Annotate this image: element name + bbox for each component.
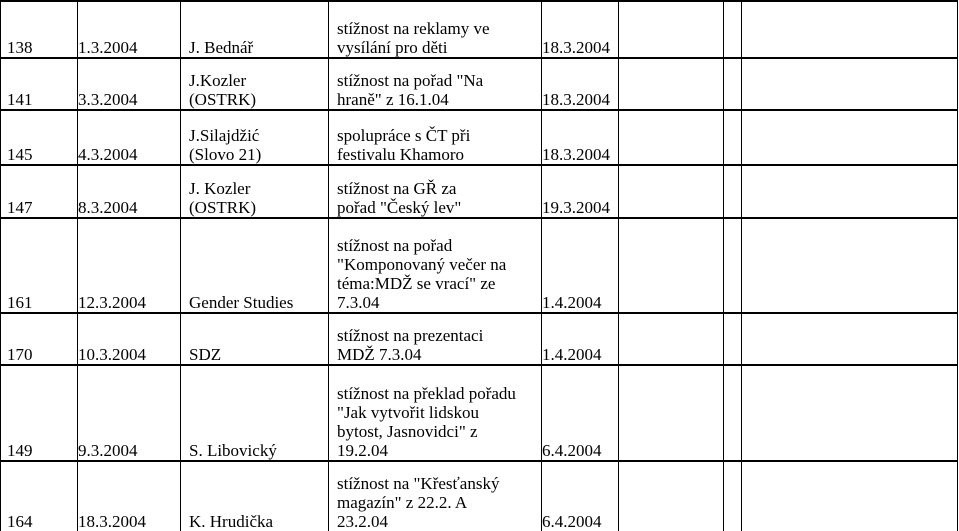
empty-cell <box>724 313 742 365</box>
table-row <box>1 218 958 313</box>
subject-line: magazín" z 22.2. A <box>337 493 468 512</box>
table-body <box>1 1 958 531</box>
sender <box>181 110 329 165</box>
empty-cell <box>619 365 724 461</box>
received-date-text: 8.3.2004 <box>78 198 138 217</box>
table-row <box>1 461 958 531</box>
table-row <box>1 313 958 365</box>
subject-line: téma:MDŽ se vrací" ze <box>337 274 496 293</box>
sender-line: (OSTRK) <box>189 90 257 109</box>
subject-line: spolupráce s ČT při <box>337 126 471 145</box>
subject <box>329 58 542 110</box>
received-date <box>78 58 181 110</box>
subject-line: "Jak vytvořit lidskou <box>337 403 479 422</box>
resolved-date <box>542 365 619 461</box>
subject-line: stížnost na pořad <box>337 236 453 255</box>
subject-line: stížnost na prezentaci <box>337 326 484 345</box>
empty-cell <box>742 461 958 531</box>
received-date-text: 9.3.2004 <box>78 441 138 460</box>
subject-line: hraně" z 16.1.04 <box>337 90 449 109</box>
empty-cell <box>619 218 724 313</box>
sender-line: SDZ <box>189 345 222 364</box>
row-number <box>1 110 78 165</box>
resolved-date-text: 18.3.2004 <box>542 90 610 109</box>
subject-line: stížnost na GŘ za <box>337 179 457 198</box>
empty-cell <box>742 365 958 461</box>
subject-line: stížnost na překlad pořadu <box>337 384 516 403</box>
row-number-text: 170 <box>7 345 33 364</box>
subject <box>329 1 542 58</box>
received-date <box>78 365 181 461</box>
sender <box>181 365 329 461</box>
received-date-text: 4.3.2004 <box>78 145 138 164</box>
sender-line: (OSTRK) <box>189 198 257 217</box>
row-number-text: 149 <box>7 441 33 460</box>
row-number-text: 161 <box>7 293 33 312</box>
row-number <box>1 365 78 461</box>
empty-cell <box>619 165 724 218</box>
empty-cell <box>619 58 724 110</box>
sender-line: (Slovo 21) <box>189 145 262 164</box>
empty-cell <box>724 165 742 218</box>
subject-line: 7.3.04 <box>337 293 380 312</box>
empty-cell <box>724 218 742 313</box>
subject-line: stížnost na pořad "Na <box>337 71 484 90</box>
row-number-text: 138 <box>7 38 33 57</box>
received-date <box>78 165 181 218</box>
sender-line: J. Kozler <box>189 179 251 198</box>
empty-cell <box>742 165 958 218</box>
empty-cell <box>742 58 958 110</box>
subject <box>329 313 542 365</box>
resolved-date <box>542 461 619 531</box>
empty-cell <box>724 58 742 110</box>
sender <box>181 1 329 58</box>
received-date <box>78 1 181 58</box>
sender-line: K. Hrudička <box>189 512 274 531</box>
subject <box>329 461 542 531</box>
empty-cell <box>724 110 742 165</box>
empty-cell <box>619 1 724 58</box>
received-date-text: 3.3.2004 <box>78 90 138 109</box>
subject <box>329 110 542 165</box>
empty-cell <box>742 110 958 165</box>
resolved-date <box>542 1 619 58</box>
subject <box>329 218 542 313</box>
sender-line: Gender Studies <box>189 293 294 312</box>
received-date <box>78 218 181 313</box>
resolved-date <box>542 165 619 218</box>
subject-line: "Komponovaný večer na <box>337 255 507 274</box>
resolved-date-text: 6.4.2004 <box>542 512 602 531</box>
subject <box>329 165 542 218</box>
row-number <box>1 1 78 58</box>
received-date <box>78 110 181 165</box>
empty-cell <box>724 365 742 461</box>
row-number-text: 164 <box>7 512 33 531</box>
resolved-date <box>542 110 619 165</box>
subject-line: MDŽ 7.3.04 <box>337 345 422 364</box>
subject-line: bytost, Jasnovidci" z <box>337 422 478 441</box>
subject <box>329 365 542 461</box>
received-date-text: 18.3.2004 <box>78 512 146 531</box>
sender <box>181 461 329 531</box>
received-date-text: 1.3.2004 <box>78 38 138 57</box>
received-date-text: 12.3.2004 <box>78 293 146 312</box>
subject-line: stížnost na reklamy ve <box>337 19 490 38</box>
resolved-date-text: 18.3.2004 <box>542 145 610 164</box>
table-row <box>1 365 958 461</box>
empty-cell <box>619 313 724 365</box>
resolved-date-text: 1.4.2004 <box>542 345 602 364</box>
resolved-date <box>542 218 619 313</box>
sender-line: J.Silajdžić <box>189 126 260 145</box>
table-row <box>1 1 958 58</box>
row-number <box>1 218 78 313</box>
row-number <box>1 313 78 365</box>
sender <box>181 165 329 218</box>
row-number <box>1 58 78 110</box>
empty-cell <box>619 461 724 531</box>
table-row <box>1 58 958 110</box>
received-date <box>78 313 181 365</box>
resolved-date-text: 6.4.2004 <box>542 441 602 460</box>
empty-cell <box>742 218 958 313</box>
empty-cell <box>619 110 724 165</box>
subject-line: 19.2.04 <box>337 441 388 460</box>
row-number-text: 141 <box>7 90 33 109</box>
resolved-date-text: 1.4.2004 <box>542 293 602 312</box>
sender-line: J. Bednář <box>189 38 254 57</box>
subject-line: vysílání pro děti <box>337 38 448 57</box>
row-number-text: 145 <box>7 145 33 164</box>
received-date <box>78 461 181 531</box>
row-number-text: 147 <box>7 198 33 217</box>
sender <box>181 313 329 365</box>
subject-line: festivalu Khamoro <box>337 145 464 164</box>
sender <box>181 218 329 313</box>
row-number <box>1 461 78 531</box>
sender-line: J.Kozler <box>189 71 247 90</box>
empty-cell <box>742 1 958 58</box>
sender-line: S. Libovický <box>189 441 277 460</box>
subject-line: stížnost na "Křesťanský <box>337 474 500 493</box>
empty-cell <box>742 313 958 365</box>
sender <box>181 58 329 110</box>
received-date-text: 10.3.2004 <box>78 345 146 364</box>
empty-cell <box>724 1 742 58</box>
table-row <box>1 110 958 165</box>
resolved-date <box>542 58 619 110</box>
row-number <box>1 165 78 218</box>
table-row <box>1 165 958 218</box>
subject-line: pořad "Český lev" <box>337 198 462 217</box>
subject-line: 23.2.04 <box>337 512 388 531</box>
resolved-date-text: 18.3.2004 <box>542 38 610 57</box>
resolved-date-text: 19.3.2004 <box>542 198 610 217</box>
empty-cell <box>724 461 742 531</box>
resolved-date <box>542 313 619 365</box>
